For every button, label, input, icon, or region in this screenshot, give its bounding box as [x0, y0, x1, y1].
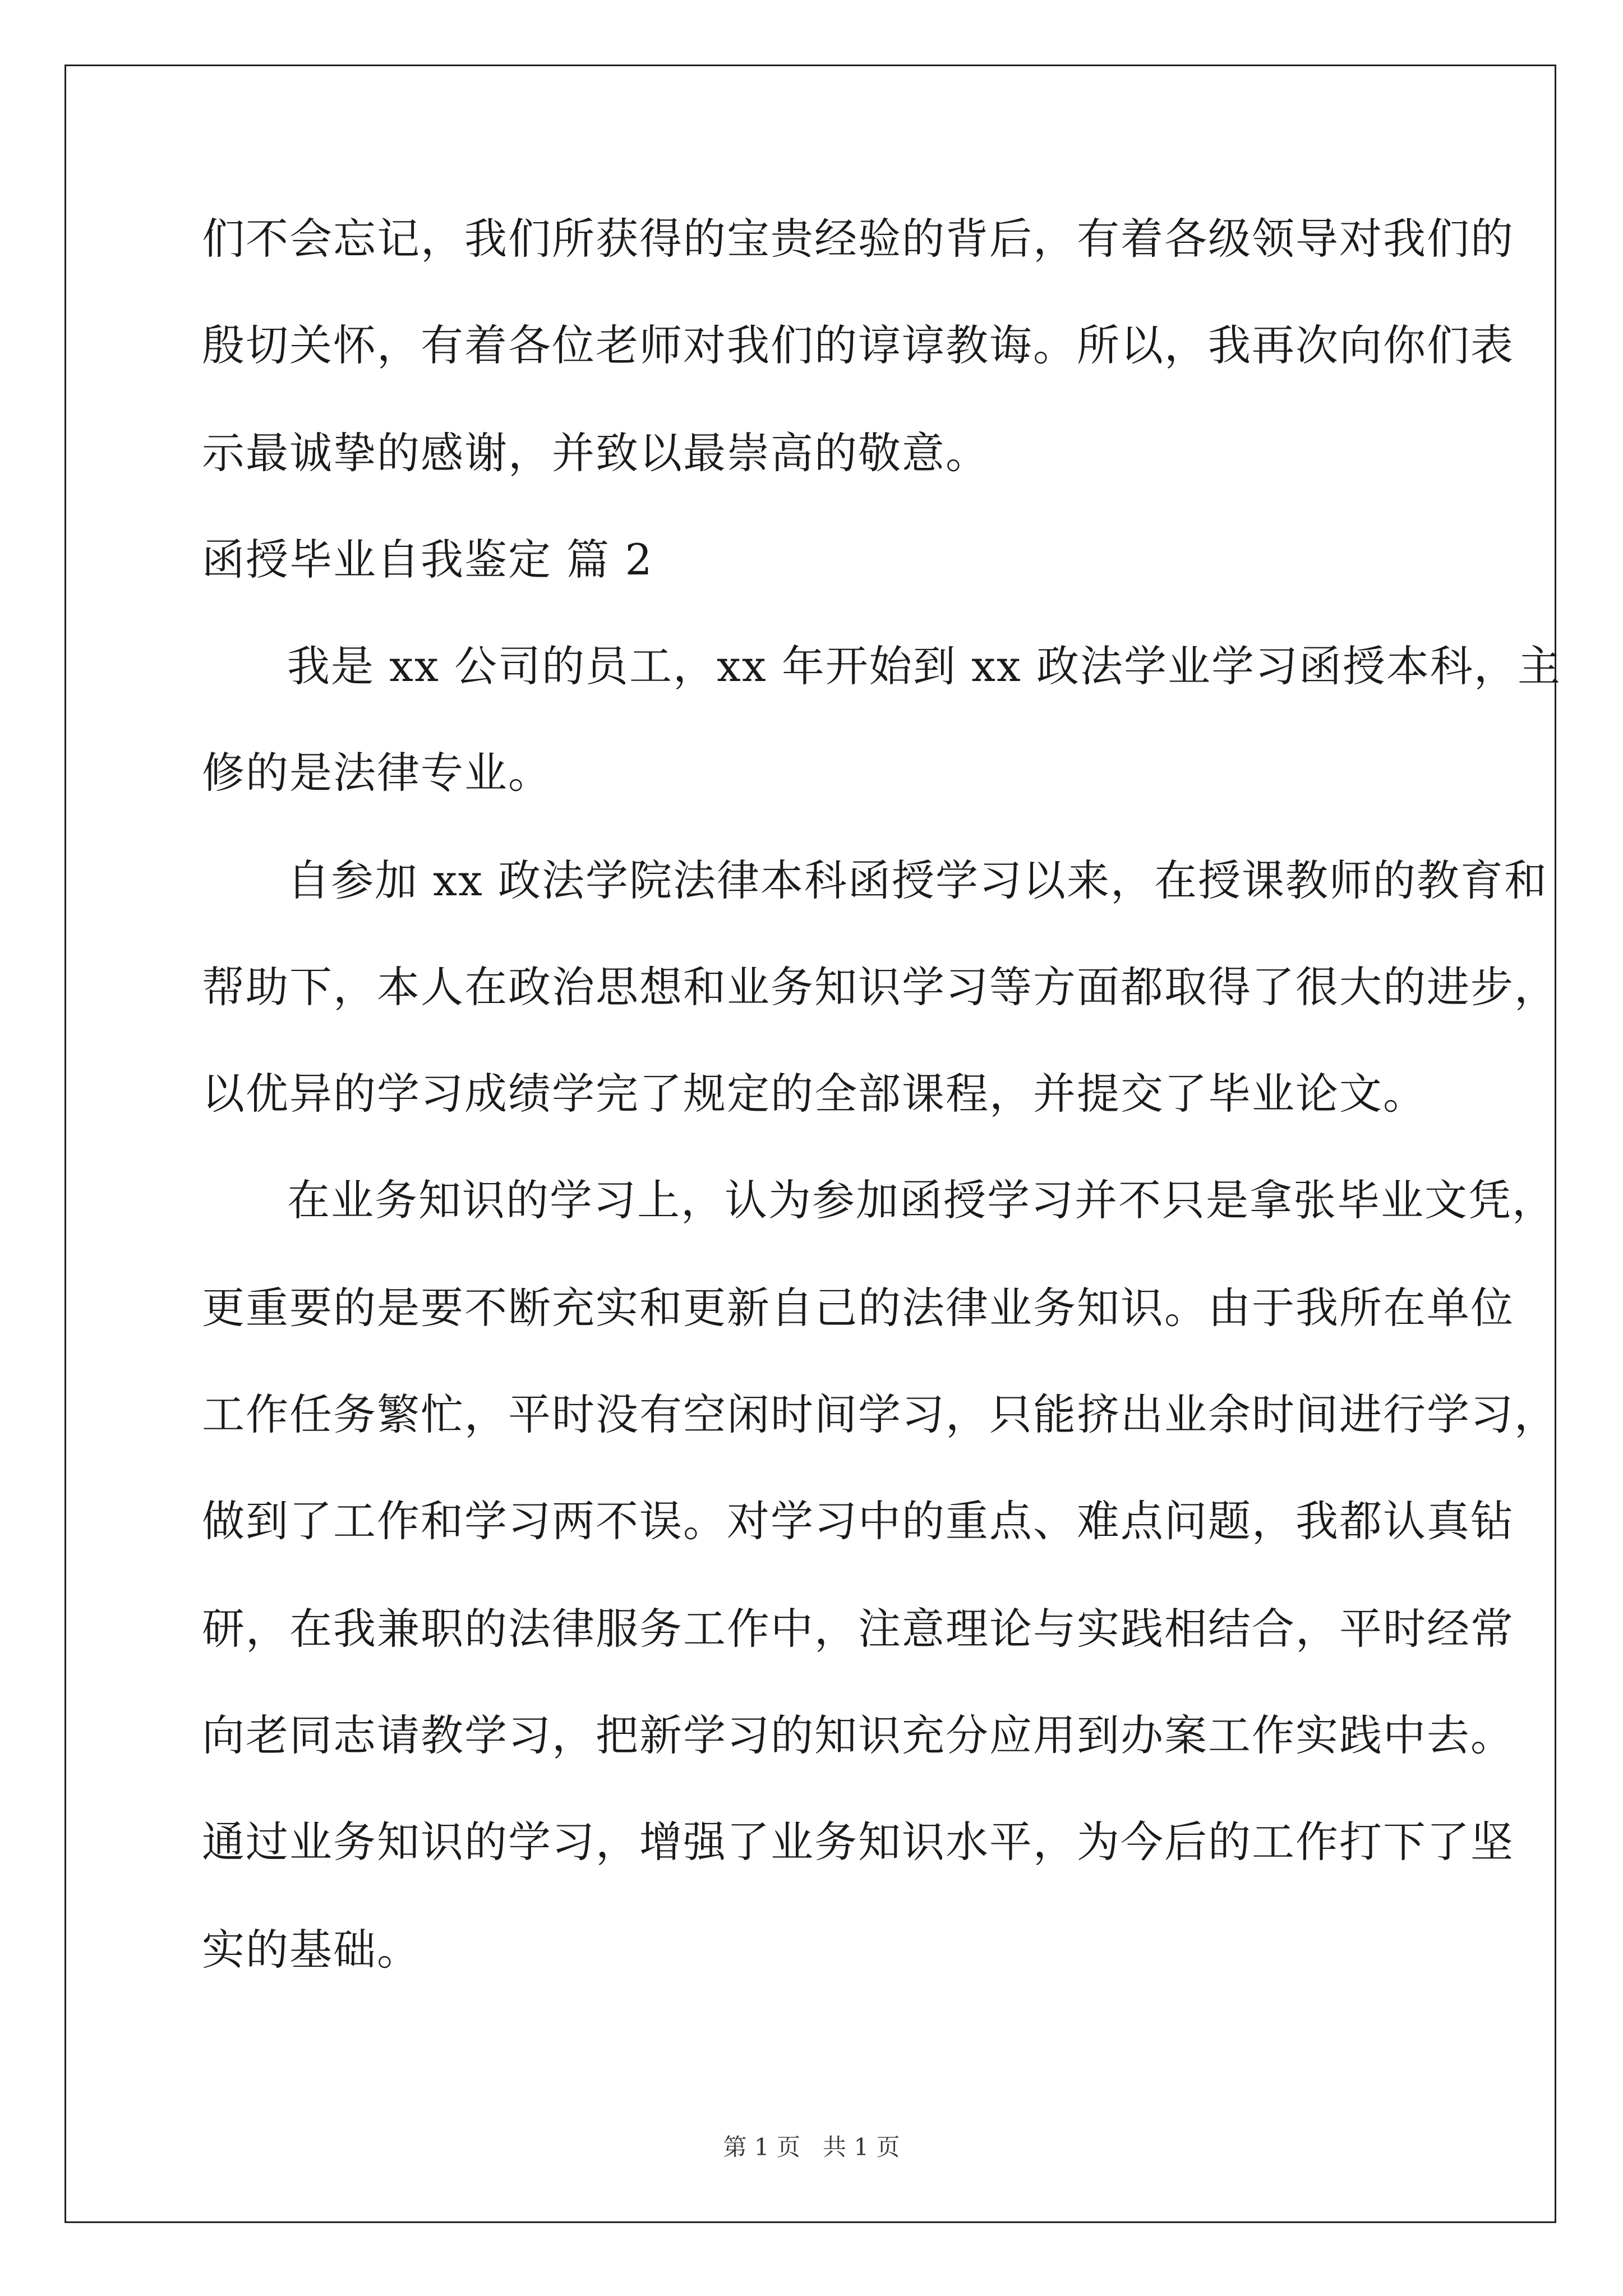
- page-border: [64, 65, 1556, 2223]
- text-line: 自参加 xx 政法学院法律本科函授学习以来，在授课教师的教育和: [287, 855, 1548, 905]
- text-line: 帮助下，本人在政治思想和业务知识学习等方面都取得了很大的进步，: [202, 962, 1558, 1012]
- text-line: 通过业务知识的学习，增强了业务知识水平，为今后的工作打下了坚: [202, 1817, 1514, 1867]
- text-line: 我是 xx 公司的员工，xx 年开始到 xx 政法学业学习函授本科，主: [287, 641, 1561, 691]
- text-line: 更重要的是要不断充实和更新自己的法律业务知识。由于我所在单位: [202, 1283, 1514, 1333]
- text-line: 示最诚挚的感谢，并致以最崇高的敬意。: [202, 428, 989, 478]
- text-line: 在业务知识的学习上，认为参加函授学习并不只是拿张毕业文凭，: [287, 1175, 1556, 1225]
- text-line: 修的是法律专业。: [202, 748, 552, 798]
- text-line: 向老同志请教学习，把新学习的知识充分应用到办案工作实践中去。: [202, 1710, 1514, 1760]
- text-line: 做到了工作和学习两不误。对学习中的重点、难点问题，我都认真钻: [202, 1496, 1514, 1546]
- page-number-footer: 第 1 页 共 1 页: [723, 2133, 900, 2161]
- text-line: 们不会忘记，我们所获得的宝贵经验的背后，有着各级领导对我们的: [202, 214, 1514, 264]
- text-line: 以优异的学习成绩学完了规定的全部课程，并提交了毕业论文。: [202, 1069, 1427, 1119]
- text-line: 实的基础。: [202, 1925, 421, 1975]
- text-line: 研，在我兼职的法律服务工作中，注意理论与实践相结合，平时经常: [202, 1604, 1514, 1654]
- section-heading: 函授毕业自我鉴定 篇 2: [202, 535, 653, 585]
- text-line: 工作任务繁忙，平时没有空闲时间学习，只能挤出业余时间进行学习，: [202, 1389, 1558, 1439]
- text-line: 殷切关怀，有着各位老师对我们的谆谆教诲。所以，我再次向你们表: [202, 320, 1514, 370]
